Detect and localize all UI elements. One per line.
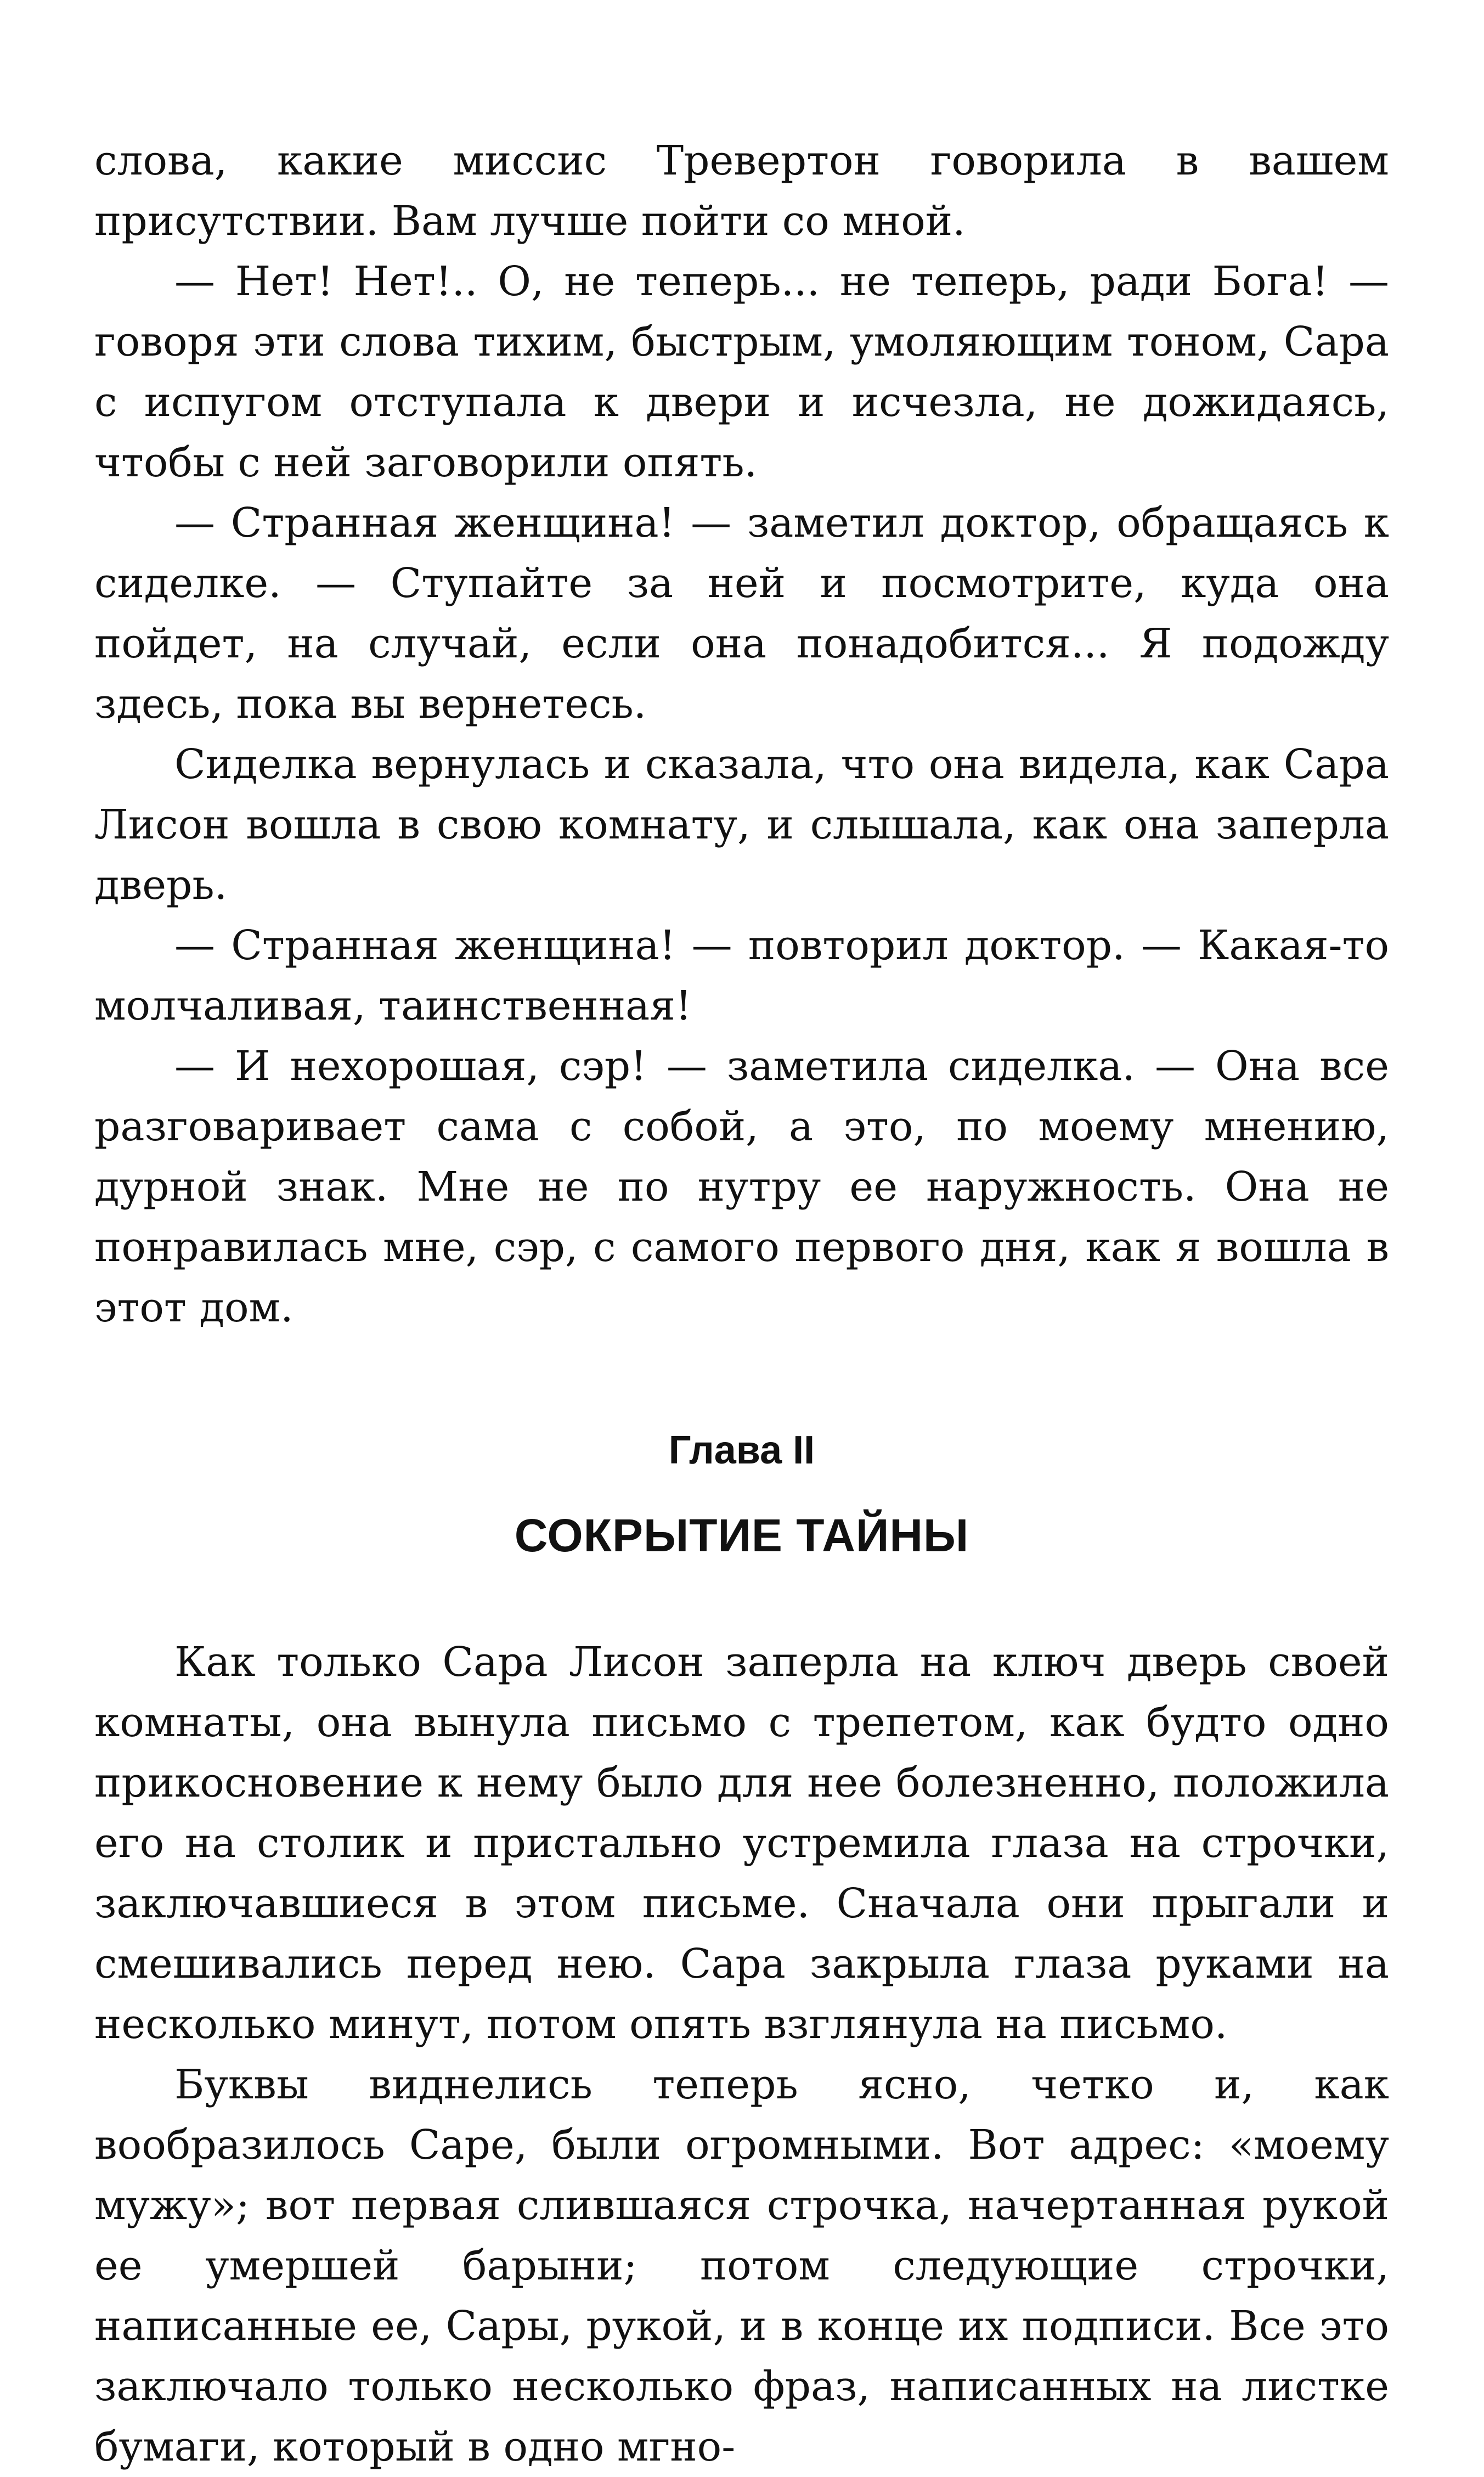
- paragraph-dialogue-sara: — Нет! Нет!.. О, не теперь... не теперь, ради Бога! — говоря эти слова тихим, быстрым, умоляющим тоном, Сара с испугом отступала к двери и исчезла, не дожидаясь, чтобы с ней заговорили опять.: [94, 258, 1389, 486]
- chapter-label: Глава II: [668, 1428, 815, 1472]
- paragraph-dialogue-nurse: — И нехорошая, сэр! — заметила сиделка. — Она все разговаривает сама с собой, а это, по моему мнению, дурной знак. Мне не по нутру ее наружность. Она не понравилась мне, сэр, с самого первого дня, как я вошла в этот дом.: [94, 1043, 1389, 1331]
- paragraph-nurse-returned: Сиделка вернулась и сказала, что она видела, как Сара Лисон вошла в свою комнату, и слышала, как она заперла дверь.: [94, 741, 1389, 909]
- paragraph-dialogue-doctor: — Странная женщина! — заметил доктор, обращаясь к сиделке. — Ступайте за ней и посмотрите, куда она пойдет, на случай, если она понадобится... Я подожду здесь, пока вы вернетесь.: [94, 499, 1389, 728]
- book-page: [94, 131, 1389, 2477]
- paragraph-dialogue-doctor-repeat: — Странная женщина! — повторил доктор. — Какая-то молчаливая, таинственная!: [94, 922, 1389, 1029]
- paragraph-continuation: слова, какие миссис Тревертон говорила в вашем присутствии. Вам лучше пойти со мной.: [94, 137, 1389, 245]
- chapter-title: СОКРЫТИЕ ТАЙНЫ: [514, 1510, 969, 1561]
- paragraph-letters: Буквы виднелись теперь ясно, четко и, как вообразилось Саре, были огромными. Вот адрес: «моему мужу»; вот первая слившаяся строчка, начертанная рукой ее умершей барыни; потом следующие строчки, написанные ее, Сары, рукой, и в конце их подписи. Все это заключало только несколько фраз, написанных на листке бумаги, который в одно мгно-: [94, 2061, 1389, 2470]
- paragraph-chapter-opening: Как только Сара Лисон заперла на ключ дверь своей комнаты, она вынула письмо с трепетом, как будто одно прикосновение к нему было для нее болезненно, положила его на столик и пристально устремила глаза на строчки, заключавшиеся в этом письме. Сначала они прыгали и смешивались перед нею. Сара закрыла глаза руками на несколько минут, потом опять взглянула на письмо.: [94, 1639, 1389, 2048]
